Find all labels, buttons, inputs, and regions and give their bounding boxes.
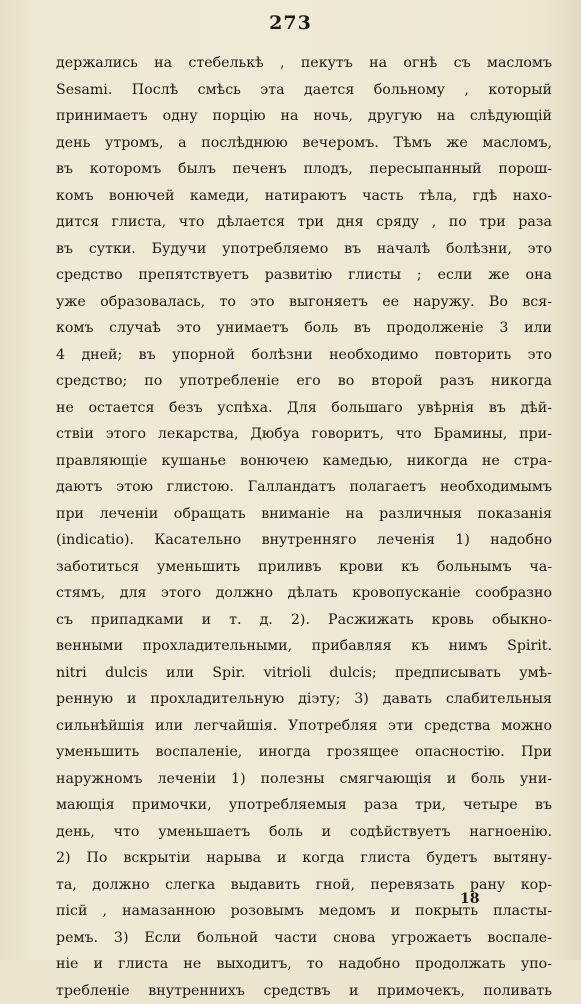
text-line: съ припадками и т. д. 2). Расжижать кровь обыкно- — [56, 607, 552, 634]
signature-mark: 18 — [460, 891, 479, 907]
text-line: комъ вонючей камеди, натираютъ часть тѣла, гдѣ нахо- — [56, 183, 552, 210]
text-line: держались на стебелькѣ , пекутъ на огнѣ съ масломъ — [56, 50, 552, 77]
text-line: не остается безъ успѣха. Для большаго увѣрнія въ дѣй- — [56, 395, 552, 422]
text-line: ренную и прохладительную діэту; 3) давать слабительныя — [56, 686, 552, 713]
text-line: требленіе внутреннихъ средствъ и примочекъ, поливать — [56, 978, 552, 1004]
text-line: даютъ этою глистою. Галландатъ полагаетъ необходимымъ — [56, 474, 552, 501]
body-text — [56, 50, 552, 1004]
text-line: Sesami. Послѣ смѣсь эта дается больному , который — [56, 77, 552, 104]
text-line: принимаетъ одну порцію на ночь, другую на слѣдующій — [56, 103, 552, 130]
text-line: та, должно слегка выдавить гной, перевязать рану кор- — [56, 872, 552, 899]
text-line: пісй , намазанною розовымъ медомъ и покрыть пласты- — [56, 898, 552, 925]
text-line: заботиться уменьшить приливъ крови къ больнымъ ча- — [56, 554, 552, 581]
text-line: дится глиста, что дѣлается три дня сряду , по три раза — [56, 209, 552, 236]
text-line: въ сутки. Будучи употребляемо въ началѣ болѣзни, это — [56, 236, 552, 263]
text-line: уменьшить воспаленіе, иногда грозящее опасностію. При — [56, 739, 552, 766]
text-line: стямъ, для этого должно дѣлать кровопусканіе сообразно — [56, 580, 552, 607]
text-line: день, что уменьшаетъ боль и содѣйствуетъ нагноенію. — [56, 819, 552, 846]
text-line: мающія примочки, употребляемыя раза три, четыре въ — [56, 792, 552, 819]
text-line: средство препятствуетъ развитію глисты ; если же она — [56, 262, 552, 289]
page-number: 273 — [0, 12, 581, 34]
text-line: ніе и глиста не выходитъ, то надобно продолжать упо- — [56, 951, 552, 978]
text-line: при леченіи обращать вниманіе на различныя показанія — [56, 501, 552, 528]
text-line: наружномъ леченіи 1) полезны смягчающія и боль уни- — [56, 766, 552, 793]
text-line: ствіи этого лекарства, Дюбуа говоритъ, что Брамины, при- — [56, 421, 552, 448]
text-line: 4 дней; въ упорной болѣзни необходимо повторить это — [56, 342, 552, 369]
text-line: сильнѣйшія или легчайшія. Употребляя эти средства можно — [56, 713, 552, 740]
text-line: комъ случаѣ это унимаетъ боль въ продолженіе 3 или — [56, 315, 552, 342]
text-line: венными прохладительными, прибавляя къ нимъ Spirit. — [56, 633, 552, 660]
text-line: день утромъ, а послѣднюю вечеромъ. Тѣмъ же масломъ, — [56, 130, 552, 157]
text-line: nitri dulcis или Spir. vitrioli dulcis; предписывать умѣ- — [56, 660, 552, 687]
text-line: (indicatio). Касательно внутренняго леченія 1) надобно — [56, 527, 552, 554]
text-line: правляющіе кушанье вонючею камедью, никогда не стра- — [56, 448, 552, 475]
text-line: въ которомъ былъ печенъ плодъ, пересыпанный порош- — [56, 156, 552, 183]
text-line: 2) По вскрытіи нарыва и когда глиста будетъ вытяну- — [56, 845, 552, 872]
text-line: ремъ. 3) Если больной части снова угрожаетъ воспале- — [56, 925, 552, 952]
text-line: уже образовалась, то это выгоняетъ ее наружу. Во вся- — [56, 289, 552, 316]
text-line: средство; по употребленіе его во второй разъ никогда — [56, 368, 552, 395]
